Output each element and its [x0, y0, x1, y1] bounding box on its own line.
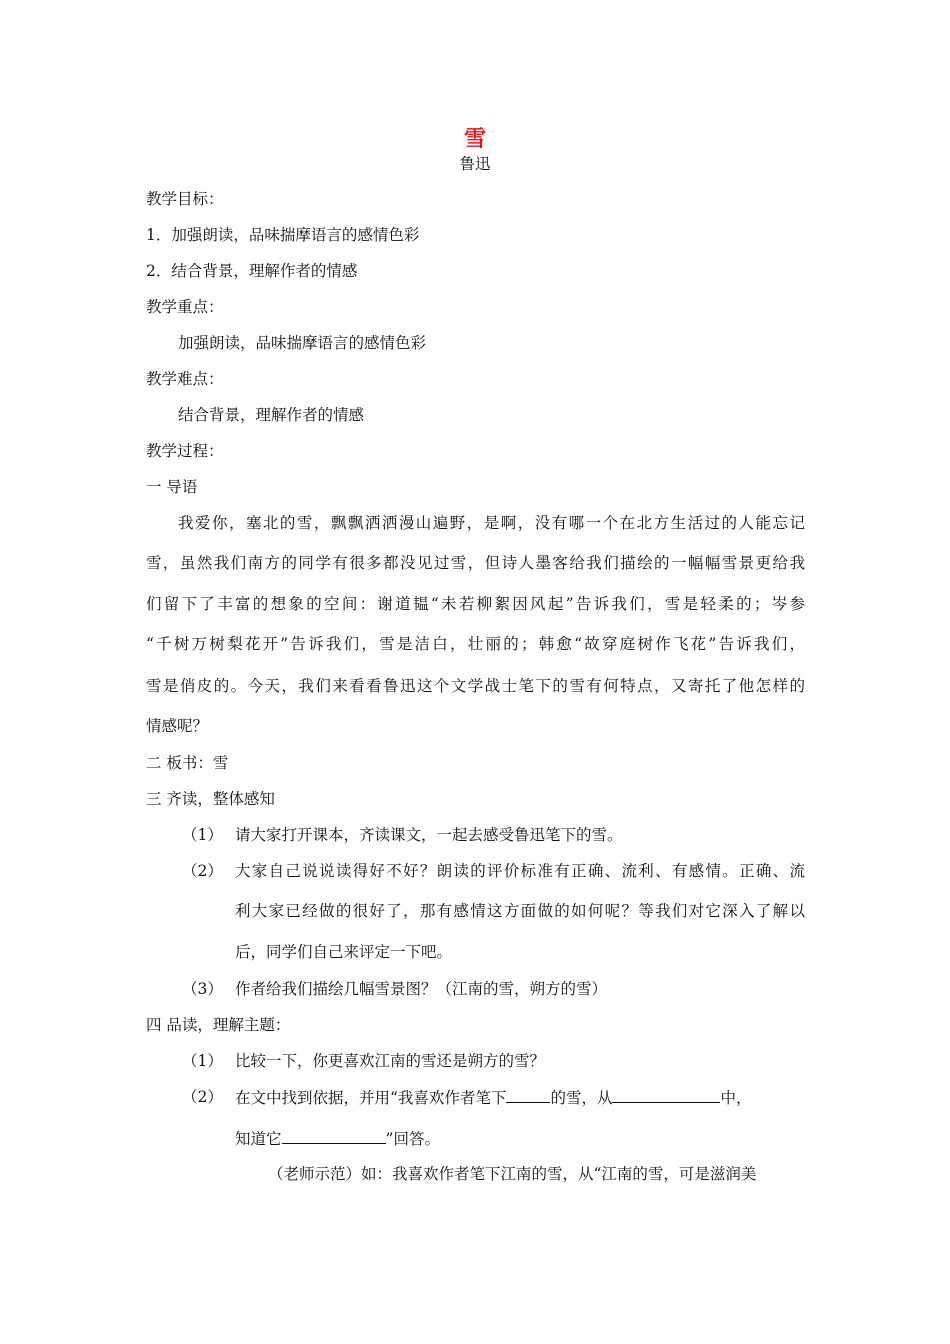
focus-text: 加强朗读，品味揣摩语言的感情色彩 — [178, 334, 427, 352]
intro-line: 情感呢？ — [146, 717, 209, 735]
list-item-text: 作者给我们描绘几幅雪景图？（江南的雪，朔方的雪） — [235, 980, 608, 998]
fill-blank — [612, 1087, 720, 1103]
list-item-number: （3） — [182, 980, 223, 998]
intro-line: 我爱你，塞北的雪，飘飘洒洒漫山遍野，是啊，没有哪一个在北方生活过的人能忘记 — [178, 514, 805, 532]
difficulty-text: 结合背景，理解作者的情感 — [178, 406, 365, 424]
fill-in-sentence — [235, 1128, 440, 1149]
fill-blank — [282, 1128, 386, 1144]
list-item-number: （2） — [182, 862, 223, 880]
difficulty-heading: 教学难点： — [146, 370, 224, 388]
goal-item: 2．结合背景，理解作者的情感 — [146, 262, 358, 280]
section-heading-analysis: 四 品读，理解主题： — [146, 1016, 291, 1034]
list-item-number: （1） — [182, 826, 223, 844]
fill-in-sentence — [235, 1087, 751, 1108]
fill-blank — [506, 1087, 550, 1103]
goals-heading: 教学目标： — [146, 190, 224, 208]
intro-line: “千树万树梨花开”告诉我们，雪是洁白，壮丽的；韩愈“故穿庭树作飞花”告诉我们， — [146, 635, 805, 653]
document-author: 鲁迅 — [459, 155, 491, 173]
section-heading-intro: 一 导语 — [146, 478, 198, 496]
document-title: 雪 — [463, 126, 486, 152]
process-heading: 教学过程： — [146, 442, 224, 460]
sentence-part: 知道它 — [235, 1130, 282, 1148]
sentence-part: 在文中找到依据，并用“我喜欢作者笔下 — [235, 1089, 507, 1107]
intro-line: 们留下了丰富的想象的空间：谢道韫“未若柳絮因风起”告诉我们，雪是轻柔的；岑参 — [146, 595, 805, 613]
goal-item: 1．加强朗读，品味揣摩语言的感情色彩 — [146, 226, 420, 244]
list-item-text: 利大家已经做的很好了，那有感情这方面做的如何呢？等我们对它深入了解以 — [235, 902, 805, 920]
intro-line: 雪是俏皮的。今天，我们来看看鲁迅这个文学战士笔下的雪有何特点，又寄托了他怎样的 — [146, 677, 805, 695]
list-item-text: 请大家打开课本，齐读课文，一起去感受鲁迅笔下的雪。 — [235, 826, 623, 844]
teacher-example: （老师示范）如：我喜欢作者笔下江南的雪，从“江南的雪，可是滋润美 — [268, 1165, 757, 1183]
list-item-text: 大家自己说说读得好不好？朗读的评价标准有正确、流利、有感情。正确、流 — [235, 862, 805, 880]
sentence-part: 的雪，从 — [550, 1089, 613, 1107]
focus-heading: 教学重点： — [146, 298, 224, 316]
sentence-part: ”回答。 — [385, 1130, 440, 1148]
intro-line: 雪，虽然我们南方的同学有很多都没见过雪，但诗人墨客给我们描绘的一幅幅雪景更给我 — [146, 554, 805, 572]
list-item-text: 比较一下，你更喜欢江南的雪还是朔方的雪？ — [235, 1052, 546, 1070]
section-heading-read: 三 齐读，整体感知 — [146, 790, 275, 808]
list-item-number: （2） — [182, 1088, 223, 1106]
section-heading-board: 二 板书：雪 — [146, 754, 229, 772]
list-item-number: （1） — [182, 1052, 223, 1070]
list-item-text: 后，同学们自己来评定一下吧。 — [235, 943, 453, 961]
sentence-part: 中， — [720, 1089, 752, 1107]
